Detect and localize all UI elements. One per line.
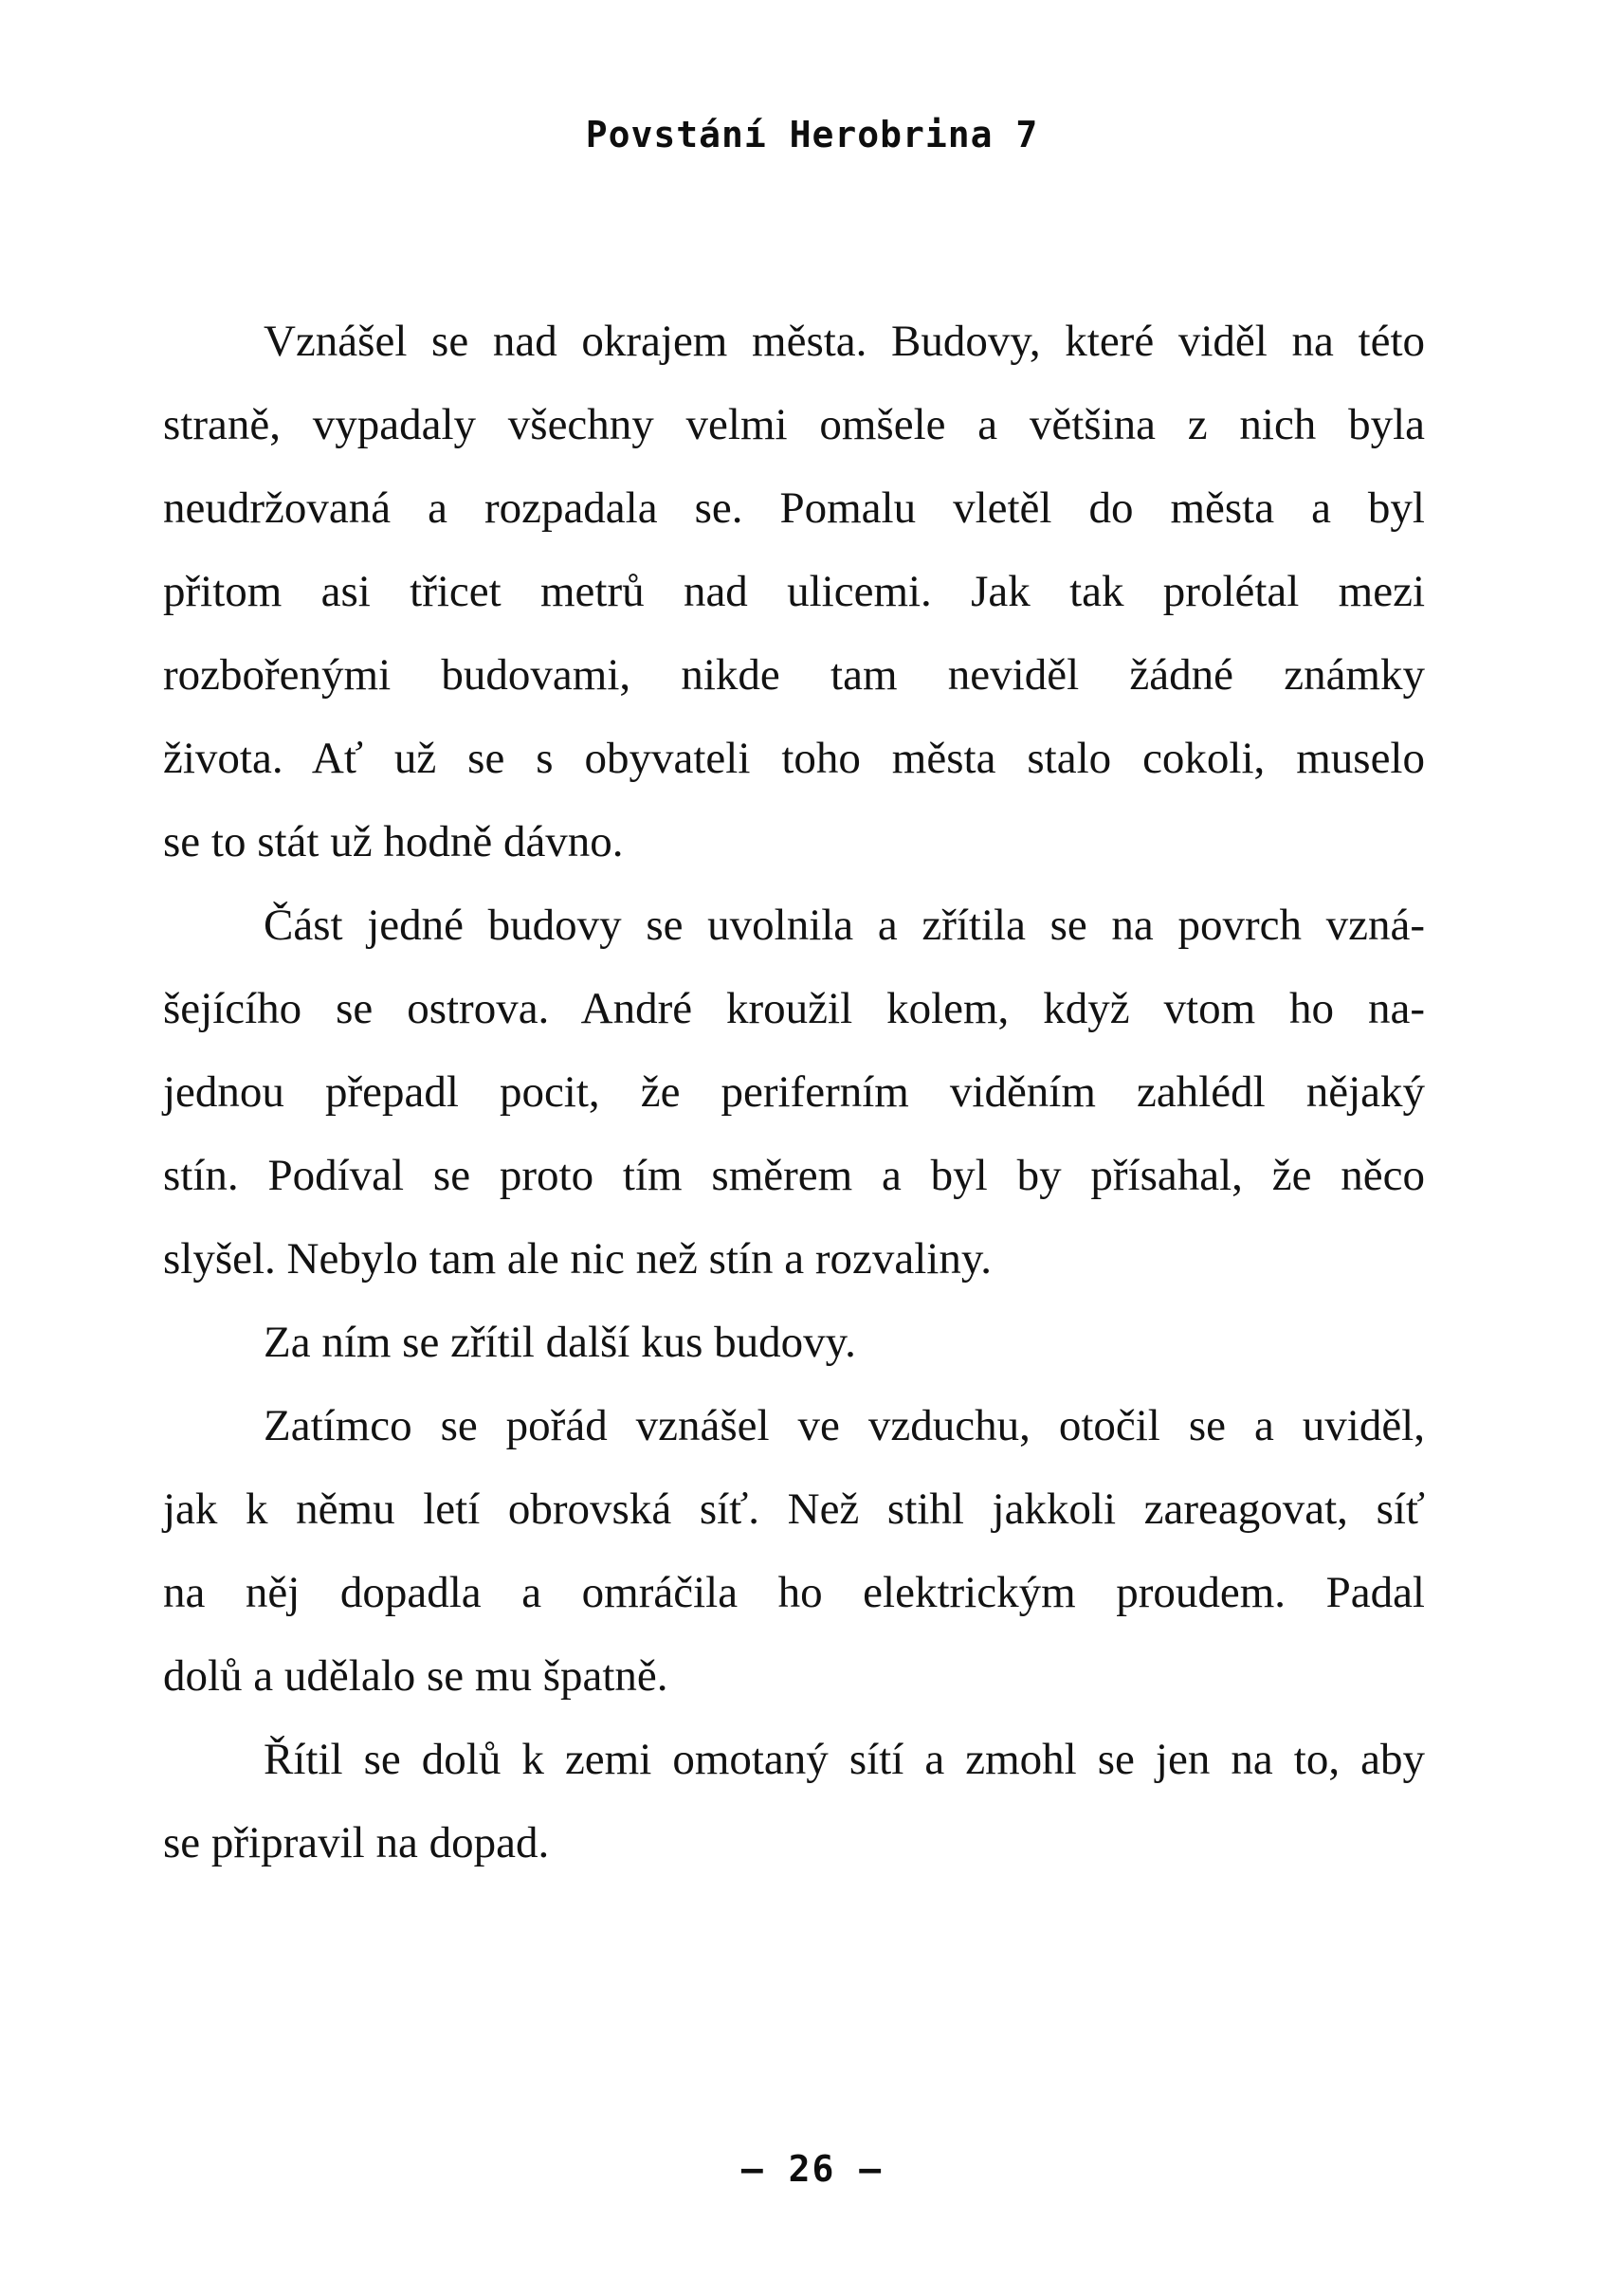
text-line: slyšel. Nebylo tam ale nic než stín a rozvaliny. bbox=[163, 1234, 993, 1284]
paragraph bbox=[163, 1301, 1425, 1384]
text-line: Část jedné budovy se uvolnila a zřítila se na povrch vzná- bbox=[264, 901, 1425, 950]
text-line: jak k němu letí obrovská síť. Než stihl jakkoli zareagovat, síť bbox=[163, 1484, 1425, 1534]
text-line: na něj dopadla a omráčila ho elektrickým proudem. Padal bbox=[163, 1568, 1425, 1617]
paragraph bbox=[163, 1384, 1425, 1718]
paragraph bbox=[163, 883, 1425, 1301]
text-line: Zatímco se pořád vznášel ve vzduchu, otočil se a uviděl, bbox=[264, 1401, 1425, 1450]
text-line: přitom asi třicet metrů nad ulicemi. Jak tak prolétal mezi bbox=[163, 567, 1425, 616]
paragraph bbox=[163, 1718, 1425, 1885]
running-head: Povstání Herobrina 7 bbox=[585, 114, 1039, 155]
text-line: se to stát už hodně dávno. bbox=[163, 817, 624, 866]
page-number: – 26 – bbox=[740, 2148, 884, 2190]
text-line: rozbořenými budovami, nikde tam neviděl žádné známky bbox=[163, 650, 1425, 700]
body-text bbox=[163, 300, 1425, 1885]
text-line: šejícího se ostrova. André kroužil kolem, když vtom ho na- bbox=[163, 984, 1425, 1033]
text-line: neudržovaná a rozpadala se. Pomalu vletěl do města a byl bbox=[163, 483, 1425, 533]
text-line: jednou přepadl pocit, že periferním viděním zahlédl nějaký bbox=[163, 1067, 1425, 1117]
text-line: Řítil se dolů k zemi omotaný sítí a zmohl se jen na to, aby bbox=[264, 1735, 1425, 1784]
text-line: Vznášel se nad okrajem města. Budovy, které viděl na této bbox=[264, 317, 1425, 366]
text-line: straně, vypadaly všechny velmi omšele a většina z nich byla bbox=[163, 400, 1425, 449]
text-line: se připravil na dopad. bbox=[163, 1818, 550, 1867]
text-line: stín. Podíval se proto tím směrem a byl by přísahal, že něco bbox=[163, 1151, 1425, 1200]
text-line: Za ním se zřítil další kus budovy. bbox=[264, 1318, 856, 1367]
text-line: života. Ať už se s obyvateli toho města stalo cokoli, muselo bbox=[163, 734, 1425, 783]
text-line: dolů a udělalo se mu špatně. bbox=[163, 1651, 668, 1701]
paragraph bbox=[163, 300, 1425, 883]
